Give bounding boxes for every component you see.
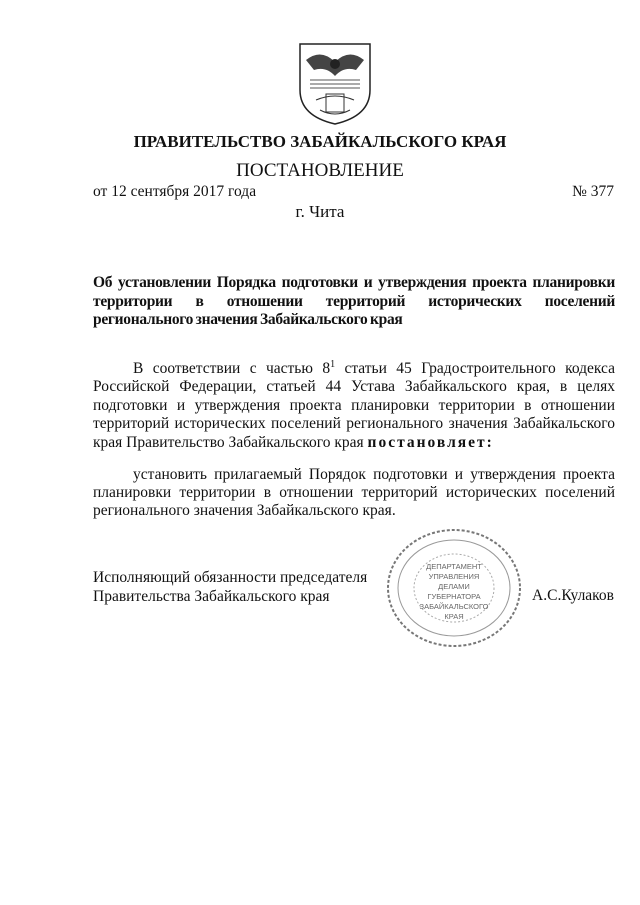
title-line: территории в отношении территорий исторических поселений (93, 293, 615, 310)
svg-text:ЗАБАЙКАЛЬСКОГО: ЗАБАЙКАЛЬСКОГО (419, 602, 489, 611)
official-stamp (383, 527, 525, 649)
city: г. Чита (295, 202, 345, 221)
position-line: Правительства Забайкальского края (93, 588, 330, 605)
svg-text:ДЕЛАМИ: ДЕЛАМИ (438, 582, 470, 591)
paragraph-line: территорий исторических поселений регионального значения Забайкальского (93, 415, 615, 432)
position-line: Исполняющий обязанности председателя (93, 569, 368, 586)
paragraph-line: регионального значения Забайкальского края. (93, 502, 396, 519)
signatory-name: А.С.Кулаков (532, 587, 614, 604)
text: В соответствии с частью 8 (133, 360, 331, 377)
document-number: № 377 (572, 183, 614, 200)
svg-text:ГУБЕРНАТОРА: ГУБЕРНАТОРА (427, 592, 481, 601)
document-type: ПОСТАНОВЛЕНИЕ (236, 160, 404, 181)
paragraph-line: планировки территории в отношении территорий исторических поселений (93, 484, 615, 501)
document-date: от 12 сентября 2017 года (93, 183, 257, 200)
paragraph-line: установить прилагаемый Порядок подготовки и утверждения проекта (133, 466, 615, 483)
paragraph-line (93, 434, 615, 452)
title-line: регионального значения Забайкальского края (93, 311, 403, 328)
superscript: 1 (330, 358, 336, 370)
coat-of-arms-emblem (296, 40, 374, 126)
text: статьи 45 Градостроительного кодекса (335, 360, 615, 377)
title-line: Об установлении Порядка подготовки и утверждения проекта планировки (93, 274, 615, 291)
government-name: ПРАВИТЕЛЬСТВО ЗАБАЙКАЛЬСКОГО КРАЯ (133, 132, 507, 151)
svg-text:УПРАВЛЕНИЯ: УПРАВЛЕНИЯ (428, 572, 480, 581)
svg-text:КРАЯ: КРАЯ (444, 612, 464, 621)
decree-verb: постановляет: (367, 434, 494, 451)
text: края Правительство Забайкальского края (93, 434, 368, 451)
signatory-position (93, 568, 367, 606)
paragraph-line: подготовки и утверждения проекта планировки территории в отношении (93, 397, 615, 414)
paragraph-line (133, 360, 615, 378)
paragraph-line: Российской Федерации, статьей 44 Устава Забайкальского края, в целях (93, 378, 615, 395)
svg-text:ДЕПАРТАМЕНТ: ДЕПАРТАМЕНТ (426, 562, 482, 571)
